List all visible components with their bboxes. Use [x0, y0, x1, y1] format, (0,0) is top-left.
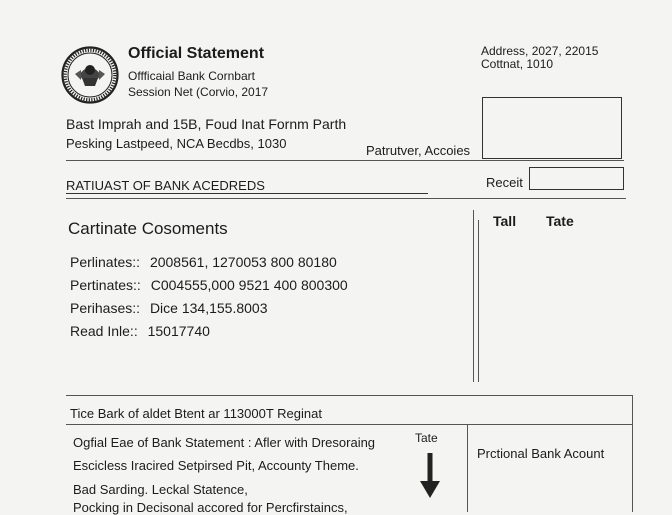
divider [66, 395, 632, 396]
divider [66, 424, 632, 425]
account-label: Patrutver, Accoies [366, 143, 471, 158]
divider [66, 193, 428, 194]
statement-paragraph-line: Pocking in Decisonal accored for Percfirstaincs, [73, 500, 348, 515]
contact-line: Cottnat, 1010 [481, 57, 554, 71]
divider [66, 198, 626, 199]
bank-seal-icon [61, 46, 119, 104]
statement-paragraph-line: Bad Sarding. Leckal Statence, [73, 482, 248, 497]
section-title: RATIUAST OF BANK ACEDREDS [66, 178, 265, 193]
certificate-row [70, 300, 267, 316]
column-divider [478, 220, 479, 382]
row-label: Perlinates:: [70, 254, 141, 270]
notice-line: Tice Bark of aldet Btent ar 113000T Reginat [70, 406, 322, 421]
statement-paragraph-line: Ogfial Eae of Bank Statement : Afler with Dresoraing [73, 435, 376, 450]
intro-line-2: Pesking Lastpeed, NCA Becdbs, 1030 [66, 136, 287, 151]
account-title: Prctional Bank Acount [477, 446, 605, 461]
divider [480, 160, 624, 161]
row-value: C004555,000 9521 400 800300 [150, 277, 348, 293]
row-label: Perihases:: [70, 300, 141, 316]
column-header-tall: Tall [493, 213, 517, 229]
row-label: Pertinates:: [70, 277, 141, 293]
column-header-tate: Tate [546, 213, 574, 229]
row-label: Read Inle:: [70, 323, 138, 339]
certificate-title: Cartinate Cosoments [68, 219, 228, 238]
receipt-label: Receit [486, 175, 523, 190]
receipt-box [529, 167, 624, 190]
certificate-row [70, 323, 210, 339]
row-value: 2008561, 1270053 800 80180 [149, 254, 337, 270]
column-divider [632, 395, 633, 512]
certificate-row [70, 254, 337, 270]
row-value: 15017740 [147, 323, 210, 339]
document-title: Official Statement [128, 45, 265, 62]
statement-paragraph-line: Escicless Iracired Setpirsed Pit, Accounty Theme. [73, 458, 359, 473]
tate-label: Tate [415, 431, 438, 445]
column-divider [473, 210, 474, 382]
certificate-row [70, 277, 348, 293]
stamp-box [482, 97, 622, 159]
session-info: Session Net (Corvio, 2017 [128, 85, 269, 99]
row-value: Dice 134,155.8003 [149, 300, 268, 316]
divider [66, 160, 480, 161]
arrow-down-icon [420, 453, 440, 499]
bank-name: Offficaial Bank Cornbart [128, 69, 255, 83]
column-divider [467, 424, 468, 512]
address-line: Address, 2027, 22015 [481, 44, 599, 58]
intro-line-1: Bast Imprah and 15B, Foud Inat Fornm Parth [66, 116, 347, 132]
